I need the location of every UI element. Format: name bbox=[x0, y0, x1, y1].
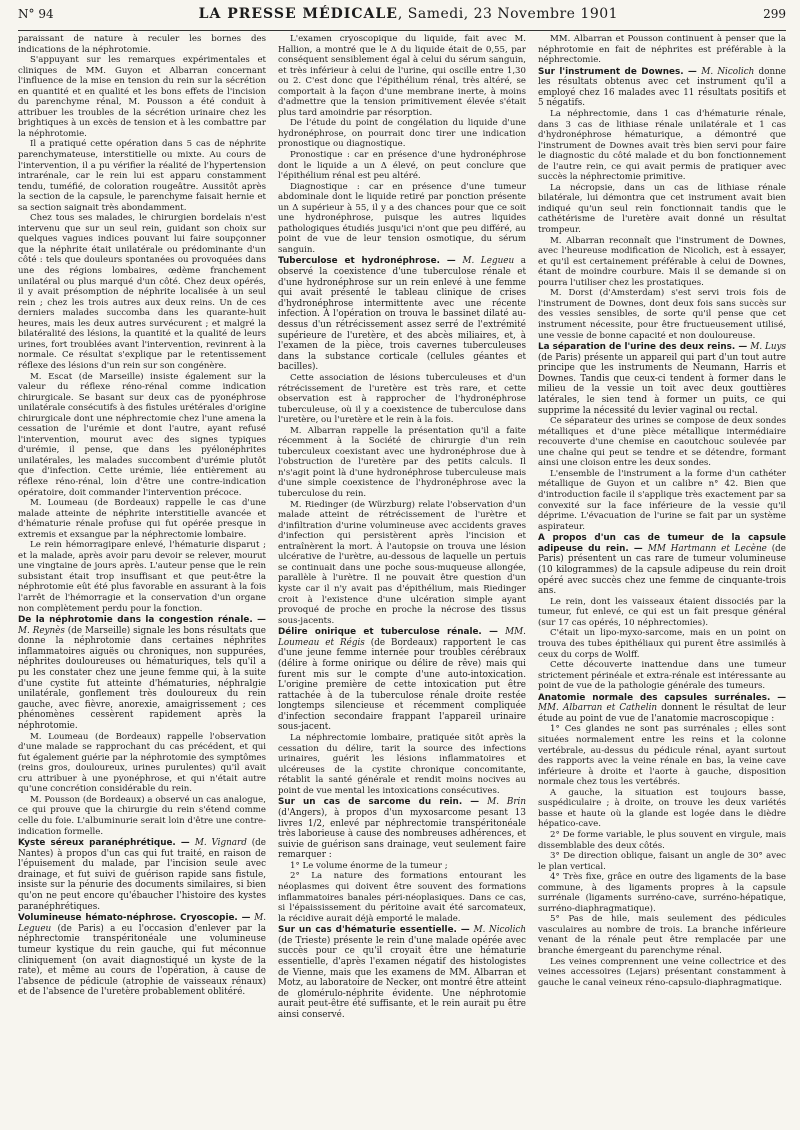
section-body: donne les résultats obtenus avec cet instrument qu'il a employé chez 16 malades avec 11 résultats positifs et 5 négatifs. bbox=[538, 66, 786, 109]
body-paragraph: L'examen cryoscopique du liquide, fait avec M. Hallion, a montré que le Δ du liquide était de 0,55, par conséquent sensiblement égal à celui du sérum sanguin, et très inférieur à celui de l'urine, qui oscille entre 1,30 ou 2. C'est donc que l'épithélium rénal, très altéré, se comportait à la façon d'une membrane inerte, à moins d'admettre que la tension primitivement élevée s'était plus tard amoindrie par résorption. bbox=[278, 34, 526, 118]
issue-number: N° 94 bbox=[18, 7, 54, 21]
column-left bbox=[18, 34, 266, 1124]
body-paragraph: M. Riedinger (de Würzburg) relate l'observation d'un malade atteint de rétrécissement de l'urètre et d'infiltration d'urine volumineuse avec accidents graves d'infection qui persistèrent après l'incision et entraînèrent la mort. À l'autopsie on trouva une lésion ulcérative de l'urètre, au-dessous de laquelle un pertuis se continuait dans une poche sous-muqueuse allongée, parallèle à l'urètre. Il ne pouvait être question d'un kyste car il n'y avait pas d'épithélium, mais Riedinger croit à l'existence d'une ulcération simple ayant provoqué de proche en proche la nécrose des tissus sous-jacents. bbox=[278, 499, 526, 626]
body-paragraph: 1° Le volume énorme de la tumeur ; bbox=[290, 860, 448, 871]
column-right bbox=[538, 34, 786, 1124]
section-title: Sur un cas de sarcome du rein. bbox=[278, 797, 463, 808]
body-paragraph: Ce séparateur des urines se compose de deux sondes métalliques et d'une pièce métallique intermédiaire recouverte d'une chemise en caoutchouc soulevée par une chaîne qui peut se tendre et se détendre, formant ainsi une cloison entre les deux sondes. bbox=[538, 416, 786, 469]
section-author: MM. Loumeau et Régis bbox=[278, 627, 526, 648]
page-header bbox=[18, 6, 786, 31]
section-paragraph: Tuberculose et hydronéphrose. — M. Legueu a observé la coexistence d'une tuberculose rénale et d'une hydronéphrose sur un rein enlevé à une femme qui avait présenté le tableau clinique de crises d'hydronéphrose intermittente avec une récente infection. À l'opération on trouva le bassinet dilaté au-dessus d'un rétrécissement assez serré de l'extrémité supérieure de l'uretère, et des abcès miliaires, et, à l'examen de la pièce, trois cavernes tuberculeuses dans la substance corticale (cellules géantes et bacilles). bbox=[278, 256, 526, 373]
body-paragraph: 1° Ces glandes ne sont pas surrénales ; elles sont situées normalement entre les reins et la colonne vertébrale, au-dessus du pédicule rénal, ayant surtout des rapports avec la veine rénale en bas, la veine cave inférieure à droite et l'aorte à gauche, disposition normale chez tous les vertébrés. bbox=[538, 724, 786, 788]
section-title: Anatomie normale des capsules surrénales. bbox=[538, 692, 771, 703]
section-body: (de Trieste) présente le rein d'une malade opérée avec succès pour ce qu'il croyait être une hématurie essentielle, d'après l'examen négatif des histologistes de Vienne, mais que les examens de MM. Albarran et Motz, au laboratoire de Necker, ont montré être atteint de glomérulo-néphrite évidente. Une néphrotomie aurait peut-être été suffisante, et le rein aurait pu être ainsi conservé. bbox=[278, 935, 526, 1020]
body-paragraph: M. Loumeau (de Bordeaux) rappelle l'observation d'une malade se rapprochant du cas précédent, et qui fut également guérie par la néphrotomie des symptômes (reins gros, douloureux, urines purulentes) qu'il avait cru attribuer à une pyonéphrose, et qui n'était autre qu'une concrétion considérable du rein. bbox=[18, 731, 266, 795]
section-body: (de Paris) présente un appareil qui part d'un tout autre principe que les instruments de Neumann, Harris et Downes. Tandis que ceux-ci tendent à former dans le milieu de la vessie un toit avec deux gouttières latérales, le sien tend à former un puits, ce qui supprime la nécessité du levier vaginal ou rectal. bbox=[538, 352, 786, 416]
section-author: M. Vignard bbox=[194, 838, 247, 849]
section-body: (de Marseille) signale les bons résultats que donne la néphrotomie dans certaines néphrites inflammatoires aiguës ou chroniques, non suppurées, néphrites douloureuses ou hématuriques, tels qu'il a pu les constater chez une jeune femme qui, à la suite d'une cystite fut atteinte d'hématuries, néphralgie unilatérale, gonflement très douloureux du rein gauche, avec fièvre, anorexie, amaigrissement ; ces phénomènes cessèrent rapidement après la néphrotomie. bbox=[18, 625, 266, 732]
section-author: M. Brin bbox=[487, 797, 526, 808]
body-paragraph: M. Loumeau (de Bordeaux) rappelle le cas d'une malade atteinte de néphrite interstitielle avancée et d'hématurie rénale profuse qui fut opérée presque in extremis et exsangue par la néphrectomie lombaire. bbox=[18, 498, 266, 540]
body-paragraph: Pronostique : car en présence d'une hydronéphrose dont le liquide a un Δ élevé, on peut conclure que l'épithélium rénal est peu altéré. bbox=[278, 150, 526, 182]
body-paragraph: A gauche, la situation est toujours basse, suspédiculaire ; à droite, on trouve les deux variétés basse et haute où la glande est logée dans le dièdre hépatico-cave. bbox=[538, 787, 786, 830]
section-title: Sur l'instrument de Downes. bbox=[538, 66, 684, 77]
section-title: Sur un cas d'hématurie essentielle. bbox=[278, 925, 457, 936]
section-author: M. Legueu bbox=[462, 256, 515, 267]
section-author: M. Nicolich bbox=[473, 925, 526, 936]
section-author: MM. Albarran et Cathelin bbox=[538, 703, 658, 714]
section-author: M. Luys bbox=[750, 342, 786, 353]
body-paragraph: La néphrectomie lombaire, pratiquée sitôt après la cessation du délire, tarit la source des infections urinaires, guérit les lésions inflammatoires et ulcéreuses de la cystite chronique concomitante, rétablit la santé générale et rendit moins nocives au point de vue mental les intoxications consécutives. bbox=[278, 733, 526, 796]
body-paragraph: M. Pousson (de Bordeaux) a observé un cas analogue, ce qui prouve que la chirurgie du rein s'étend comme celle du foie. L'albuminurie serait loin d'être une contre-indication formelle. bbox=[18, 794, 266, 837]
section-paragraph: Volumineuse hémato-néphrose. Cryoscopie. — M. Legueu (de Paris) a eu l'occasion d'enlever par la néphrectomie transpéritonéale une volumineuse tumeur kystique du rein gauche, qui fut méconnue cliniquement (on avait diagnostiqué un kyste de la rate), et même au cours de l'opération, à cause de l'absence de pédicule (atrophie de vaisseaux rénaux) et de l'absence de l'uretère probablement oblitéré. bbox=[18, 913, 266, 998]
section-author: M. Nicolich bbox=[701, 66, 755, 77]
section-body: (de Bordeaux) rapportent le cas d'une jeune femme internée pour troubles cérébraux (délire à forme onirique ou délire de rêve) mais qui furent mis sur le compte d'une auto-intoxication. L'origine première de cette intoxication put être rattachée à de la tuberculose rénale droite restée longtemps silencieuse et récemment compliquée d'infection secondaire frappant l'appareil urinaire sous-jacent. bbox=[278, 637, 526, 733]
section-author: M. Legueu bbox=[18, 913, 266, 934]
body-paragraph: Le rein hémorragipare enlevé, l'hématurie disparut ; et la malade, après avoir paru devoir se relever, mourut une vingtaine de jours après. L'auteur pense que le rein subsistant était trop insuffisant et que peut-être la néphrotomie eût été plus favorable en assurant à la fois l'arrêt de l'hémorragie et la conservation d'un organe non complètement perdu pour la fonction. bbox=[18, 540, 266, 614]
body-paragraph: M. Escat (de Marseille) insiste également sur la valeur du réflexe réno-rénal comme indication chirurgicale. Se basant sur deux cas de pyonéphrose unilatérale consécutifs à des fistules urétérales d'origine chirurgicale dont une néphrectomie chez l'une amena la cessation de l'urémie et dont l'autre, ayant refusé l'intervention, mourut avec des signes typiques d'urémie, il pense, que dans les pyélonéphrites unilatérales, les malades succombent d'urémie plutôt que d'infection. Cette urémie, liée entièrement au réflexe réno-rénal, loin d'être une contre-indication opératoire, doit commander l'intervention précoce. bbox=[18, 371, 266, 498]
body-paragraph: Le rein, dont les vaisseaux étaient dissociés par la tumeur, fut enlevé, ce qui est un fait presque général (sur 17 cas opérés, 10 néphrectomies). bbox=[538, 596, 786, 628]
section-paragraph: Sur un cas de sarcome du rein. — M. Brin (d'Angers), à propos d'un myxosarcome pesant 13 livres 1/2, enlevé par néphrectomie transpéritonéale très laborieuse à cause des nombreuses adhérences, et suivie de guérison sans drainage, veut seulement faire remarquer : bbox=[278, 797, 526, 861]
body-paragraph: C'était un lipo-myxo-sarcome, mais en un point on trouva des tubes épithéliaux qui purent être assimilés à ceux du corps de Wolff. bbox=[538, 628, 786, 660]
body-paragraph: M. Dorst (d'Amsterdam) s'est servi trois fois de l'instrument de Downes, dont deux fois sans succès sur des vessies sensibles, de sorte qu'il pense que cet instrument nécessite, pour être fructueusement utilisé, une vessie de bonne capacité et non douloureuse. bbox=[538, 288, 786, 341]
issue-date: , Samedi, 23 Novembre 1901 bbox=[397, 6, 619, 22]
section-title: A propos d'un cas de tumeur de la capsule adipeuse du rein. bbox=[538, 533, 786, 554]
section-title: Tuberculose et hydronéphrose. bbox=[278, 256, 440, 267]
section-paragraph: De la néphrotomie dans la congestion rénale. — M. Reynès (de Marseille) signale les bons résultats que donne la néphrotomie dans certaines néphrites inflammatoires aiguës ou chroniques, non suppurées, néphrites douloureuses ou hématuriques, tels qu'il a pu les constater chez une jeune femme qui, à la suite d'une cystite fut atteinte d'hématuries, néphralgie unilatérale, gonflement très douloureux du rein gauche, avec fièvre, anorexie, amaigrissement ; ces phénomènes cessèrent rapidement après la néphrotomie. bbox=[18, 615, 266, 732]
body-paragraph: L'ensemble de l'instrument a la forme d'un cathéter métallique de Guyon et un calibre n° 42. Bien que d'introduction facile il s'applique très exactement par sa convexité sur la face inférieure de la vessie qu'il déprime. L'évacuation de l'urine se fait par un système aspirateur. bbox=[538, 468, 786, 532]
section-paragraph: Sur l'instrument de Downes. — M. Nicolich donne les résultats obtenus avec cet instrument qu'il a employé chez 16 malades avec 11 résultats positifs et 5 négatifs. bbox=[538, 66, 786, 109]
section-paragraph: La séparation de l'urine des deux reins. — M. Luys (de Paris) présente un appareil qui part d'un tout autre principe que les instruments de Neumann, Harris et Downes. Tandis que ceux-ci tendent à former dans le milieu de la vessie un toit avec deux gouttières latérales, le sien tend à former un puits, ce qui supprime la nécessité du levier vaginal ou rectal. bbox=[538, 342, 786, 416]
body-paragraph: 5° Pas de hile, mais seulement des pédicules vasculaires au nombre de trois. La branche inférieure venant de la rénale peut être remplacée par une branche émergeant du parenchyme rénal. bbox=[538, 914, 786, 956]
body-paragraph: De l'étude du point de congélation du liquide d'une hydronéphrose, on pourrait donc tirer une indication pronostique ou diagnostique. bbox=[278, 118, 526, 150]
body-paragraph: paraissant de nature à reculer les bornes des indications de la néphrotomie. bbox=[18, 34, 266, 55]
section-body: a observé la coexistence d'une tuberculose rénale et d'une hydronéphrose sur un rein enlevé à une femme qui avait présenté le tableau clinique de crises d'hydronéphrose intermittente avec une récente infection. À l'opération on trouva le bassinet dilaté au-dessus d'un rétrécissement assez serré de l'extrémité supérieure de l'uretère, et des abcès miliaires, et, à l'examen de la pièce, trois cavernes tuberculeuses dans la substance corticale (cellules géantes et bacilles). bbox=[278, 256, 526, 373]
body-paragraph: S'appuyant sur les remarques expérimentales et cliniques de MM. Guyon et Albarran concernant l'influence de la mise en tension du rein sur la sécrétion en quantité et en qualité et les bons effets de l'incision du parenchyme rénal, M. Pousson a été conduit à attribuer les troubles de la sécrétion urinaire chez les brightiques à un excès de tension et à les combattre par la néphrotomie. bbox=[18, 55, 266, 139]
section-body: (de Paris) a eu l'occasion d'enlever par la néphrectomie transpéritonéale une volumineuse tumeur kystique du rein gauche, qui fut méconnue cliniquement (on avait diagnostiqué un kyste de la rate), et même au cours de l'opération, à cause de l'absence de pédicule (atrophie de vaisseaux rénaux) et de l'absence de l'uretère probablement oblitéré. bbox=[18, 923, 266, 998]
section-author: MM Hartmann et Lecène bbox=[647, 543, 767, 554]
body-paragraph: La nécropsie, dans un cas de lithiase rénale bilatérale, lui démontra que cet instrument avait bien indiqué qu'un seul rein fonctionnait tandis que le cathétérisme de l'uretère avait donné un résultat trompeur. bbox=[538, 182, 786, 236]
masthead bbox=[199, 6, 618, 22]
body-paragraph: 2° La nature des formations entourant les néoplasmes qui doivent être souvent des formations inflammatoires banales péri-néoplasiques. Dans ce cas, si l'épaississement du péritoine avait été sarcomateux, la récidive aurait déjà emporté le malade. bbox=[278, 871, 526, 924]
body-paragraph: 3° De direction oblique, faisant un angle de 30° avec le plan vertical. bbox=[538, 851, 786, 872]
section-title: Kyste séreux paranéphrétique. bbox=[18, 838, 176, 849]
section-title: Délire onirique et tuberculose rénale. bbox=[278, 627, 482, 638]
journal-title: LA PRESSE MÉDICALE bbox=[198, 6, 398, 22]
body-paragraph: M. Albarran reconnaît que l'instrument de Downes, avec l'heureuse modification de Nicolich, est à essayer, et qu'il est certainement préférable à celui de Downes, étant de moindre courbure. Mais il se demande si on pourra l'utiliser chez les prostatiques. bbox=[538, 235, 786, 288]
section-body: (d'Angers), à propos d'un myxosarcome pesant 13 livres 1/2, enlevé par néphrectomie transpéritonéale très laborieuse à cause des nombreuses adhérences, et suivie de guérison sans drainage, veut seulement faire remarquer : bbox=[278, 807, 526, 861]
section-body: (de Paris) présentent un cas rare de tumeur volumineuse (10 kilogrammes) de la capsule adipeuse du rein droit opéré avec succès chez une femme de cinquante-trois ans. bbox=[538, 543, 786, 597]
body-paragraph: MM. Albarran et Pousson continuent à penser que la néphrotomie en fait de néphrites est préférable à la néphrectomie. bbox=[538, 34, 786, 66]
body-paragraph: Diagnostique : car en présence d'une tumeur abdominale dont le liquide retiré par ponction présente un Δ supérieur à 55, il y a des chances pour que ce soit une hydronéphrose, puisque les autres liquides pathologiques étudiés jusqu'ici n'ont que peu différé, au point de vue de leur tension osmotique, du sérum sanguin. bbox=[278, 181, 526, 255]
article-columns bbox=[18, 34, 786, 1124]
page-number: 299 bbox=[763, 7, 786, 21]
body-paragraph: Cette association de lésions tuberculeuses et d'un rétrécissement de l'uretère est très rare, et cette observation est à rapprocher de l'hydronéphrose tuberculeuse, où il y a coexistence de tuberculose dans l'uretère, ou l'uretère et le rein à la fois. bbox=[278, 373, 526, 426]
section-paragraph: Sur un cas d'hématurie essentielle. — M. Nicolich (de Trieste) présente le rein d'une malade opérée avec succès pour ce qu'il croyait être une hématurie essentielle, d'après l'examen négatif des histologistes de Vienne, mais que les examens de MM. Albarran et Motz, au laboratoire de Necker, ont montré être atteint de glomérulo-néphrite évidente. Une néphrotomie aurait peut-être été suffisante, et le rein aurait pu être ainsi conservé. bbox=[278, 925, 526, 1020]
body-paragraph: M. Albarran rappelle la présentation qu'il a faite récemment à la Société de chirurgie d'un rein tuberculeux coexistant avec une hydronéphrose due à l'obstruction de l'uretère par des petits calculs. Il n's'agit point là d'une hydronéphrose tuberculeuse mais d'une simple coexistence de l'hydronéphrose avec la tuberculose du rein. bbox=[278, 425, 526, 500]
section-body: donnent le résultat de leur étude au point de vue de l'anatomie macroscopique : bbox=[538, 703, 786, 724]
section-paragraph: Kyste séreux paranéphrétique. — M. Vignard (de Nantes) à propos d'un cas qui fut traité, en raison de l'épuisement du malade, par l'incision seule avec drainage, et fut suivi de guérison rapide sans fistule, insiste sur la pénurie des documents similaires, si bien qu'on ne peut encore qu'ébaucher l'histoire des kystes paranéphrétiques. bbox=[18, 838, 266, 912]
newspaper-page bbox=[10, 0, 790, 1130]
body-paragraph: 4° Très fixe, grâce en outre des ligaments de la base commune, à des ligaments propres à la capsule surrénale (ligaments surréno-cave, surréno-hépatique, surréno-diaphragmatique). bbox=[538, 872, 786, 914]
section-paragraph: Délire onirique et tuberculose rénale. — MM. Loumeau et Régis (de Bordeaux) rapportent le cas d'une jeune femme internée pour troubles cérébraux (délire à forme onirique ou délire de rêve) mais qui furent mis sur le compte d'une auto-intoxication. L'origine première de cette intoxication put être rattachée à de la tuberculose rénale droite restée longtemps silencieuse et récemment compliquée d'infection secondaire frappant l'appareil urinaire sous-jacent. bbox=[278, 627, 526, 733]
section-paragraph: Anatomie normale des capsules surrénales. — MM. Albarran et Cathelin donnent le résultat de leur étude au point de vue de l'anatomie macroscopique : bbox=[538, 692, 786, 724]
section-title: Volumineuse hémato-néphrose. Cryoscopie. bbox=[18, 913, 238, 924]
section-title: De la néphrotomie dans la congestion rénale. bbox=[18, 615, 253, 626]
body-paragraph: Chez tous ses malades, le chirurgien bordelais n'est intervenu que sur un seul rein, guidant son choix sur quelques vagues indices pouvant lui faire soupçonner que la néphrite était unilatérale ou prédominante d'un côté : tels que douleurs spontanées ou provoquées dans une des régions lombaires, œdème franchement unilatéral ou plus marqué d'un côté. Chez deux opérés, il y avait présomption de néphrite localisée à un seul rein ; chez les trois autres aux deux reins. Un de ces derniers malades succomba dans les quarante-huit heures, mais les deux autres survécurent ; et malgré la bilatéralité des lésions, la quantité et la qualité de leurs urines, fort troublées avant l'intervention, revinrent à la normale. Ce résultat s'explique par le retentissement réflexe des lésions d'un rein sur son congénère. bbox=[18, 213, 266, 371]
body-paragraph: Cette découverte inattendue dans une tumeur strictement périnéale et extra-rénale est intéressante au point de vue de la pathologie générale des tumeurs. bbox=[538, 660, 786, 692]
section-body: (de Nantes) à propos d'un cas qui fut traité, en raison de l'épuisement du malade, par l'incision seule avec drainage, et fut suivi de guérison rapide sans fistule, insiste sur la pénurie des documents similaires, si bien qu'on ne peut encore qu'ébaucher l'histoire des kystes paranéphrétiques. bbox=[18, 838, 266, 912]
section-paragraph: A propos d'un cas de tumeur de la capsule adipeuse du rein. — MM Hartmann et Lecène (de Paris) présentent un cas rare de tumeur volumineuse (10 kilogrammes) de la capsule adipeuse du rein droit opéré avec succès chez une femme de cinquante-trois ans. bbox=[538, 533, 786, 597]
body-paragraph: 2° De forme variable, le plus souvent en virgule, mais dissemblable des deux côtés. bbox=[538, 829, 786, 851]
section-title: La séparation de l'urine des deux reins. bbox=[538, 342, 736, 353]
body-paragraph: La néphrectomie, dans 1 cas d'hématurie rénale, dans 3 cas de lithiase rénale unilatérale et 1 cas d'hydronéphrose hématurique, a démontré que l'instrument de Downes avait très bien servi pour faire le diagnostic du côté malade et du bon fonctionnement de l'autre rein, ce qui avait permis de pratiquer avec succès la néphrectomie primitive. bbox=[538, 109, 786, 183]
section-author: M. Reynès bbox=[18, 625, 65, 636]
column-middle bbox=[278, 34, 526, 1124]
body-paragraph: Les veines comprennent une veine collectrice et des veines accessoires (Lejars) présentant constamment à gauche le canal veineux réno-capsulo-diaphragmatique. bbox=[538, 956, 786, 988]
body-paragraph: Il a pratiqué cette opération dans 5 cas de néphrite parenchymateuse, interstitielle ou mixte. Au cours de l'intervention, il a pu vérifier la réalité de l'hypertension intrarénale, car le rein lui est apparu constamment tendu, tuméfié, de coloration rougeâtre. Aussitôt après la section de la capsule, le parenchyme faisait hernie et sa section saignait très abondamment. bbox=[18, 139, 266, 213]
